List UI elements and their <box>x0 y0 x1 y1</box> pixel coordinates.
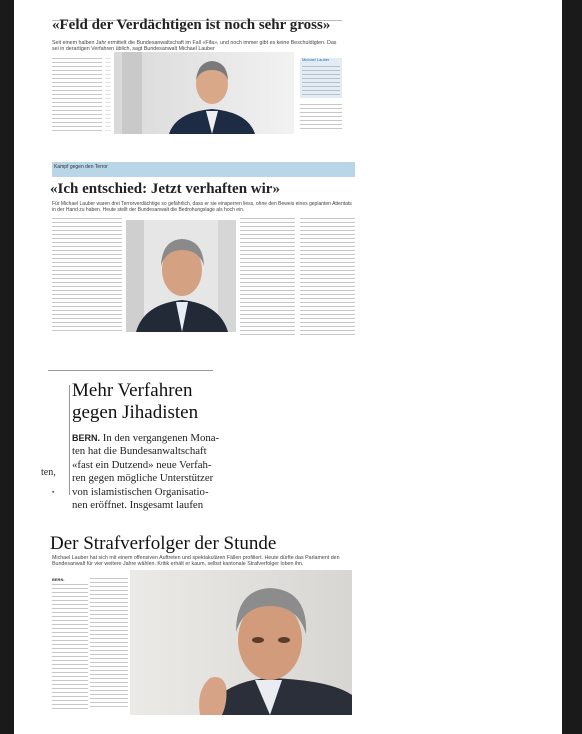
clip1-text-column-1 <box>52 58 102 133</box>
clip1-text-column-2 <box>105 58 111 133</box>
clip3-side-fragment: ten, <box>41 467 56 478</box>
clip3-body-line: nen eröffnet. Insgesamt laufen <box>72 499 204 512</box>
clip4-dateline: BERN. <box>52 577 65 582</box>
clip2-photo-lauber <box>126 220 236 332</box>
clip2-text-column-1 <box>52 218 122 333</box>
clip4-text-column-1 <box>52 584 88 710</box>
clip3-side-mark: ▪ <box>52 488 55 496</box>
document-page <box>14 0 562 734</box>
clip3-body <box>72 432 242 513</box>
clip3-body-line: ren gegen mögliche Unterstützer <box>72 472 214 485</box>
clip4-headline: Der Strafverfolger der Stunde <box>50 533 277 554</box>
clip4-subhead: Michael Lauber hat sich mit einem offensiven Auftreten und spektakulären Fällen profiliert. Heute dürfte das Parlament den Bundesanwalt für vier weitere Jahre wählen. Kritik erhält er kaum, selbst kantonale Strafverfolger loben ihn. <box>52 555 340 568</box>
clip1-info-box-text <box>302 66 340 96</box>
clip4-text-column-2 <box>90 578 128 710</box>
clip2-text-column-3 <box>300 218 355 336</box>
clip4-photo-lauber <box>130 570 352 715</box>
clip1-headline: «Feld der Verdächtigen ist noch sehr gross» <box>52 17 331 33</box>
clip2-subhead: Für Michael Lauber waren drei Terrorverdächtige so gefährlich, dass er sie einsperren liess, ohne den Beweis eines geplanten Attentats in der Hand zu haben. Heute stellt der Bundesanwalt die Bedrohungslage als hoch ein. <box>52 201 352 213</box>
clip3-body-line: ten hat die Bundesanwaltschaft <box>72 445 207 458</box>
clip3-body-line: «fast ein Dutzend» neue Verfah- <box>72 458 212 471</box>
clip1-photo-lauber <box>114 52 294 134</box>
clip3-body-line: In den vergangenen Mona- <box>102 432 220 444</box>
clip1-subhead: Seit einem halben Jahr ermittelt die Bundesanwaltschaft im Fall «Fifa», und noch immer gibt es keine Beschuldigten. Das sei in derartigen Verfahren üblich, sagt Bundesanwalt Michael Lauber <box>52 40 337 53</box>
clip2-kicker: Kampf gegen den Terror <box>54 164 108 170</box>
clip3-dateline: BERN. <box>72 433 101 443</box>
clip2-text-column-2 <box>240 218 295 336</box>
clip1-info-box-name: Michael Lauber <box>302 57 330 62</box>
clip3-body-line: von islamistischen Organisatio- <box>72 485 209 498</box>
clip3-headline-line1: Mehr Verfahren <box>72 380 193 401</box>
clip3-headline-line2: gegen Jihadisten <box>72 401 199 423</box>
clip2-headline: «Ich entschied: Jetzt verhaften wir» <box>50 181 280 197</box>
clip1-text-column-3 <box>300 104 342 132</box>
clip3-column-rule <box>69 385 70 495</box>
clip3-headline <box>72 380 272 424</box>
clip3-top-rule <box>48 370 213 371</box>
